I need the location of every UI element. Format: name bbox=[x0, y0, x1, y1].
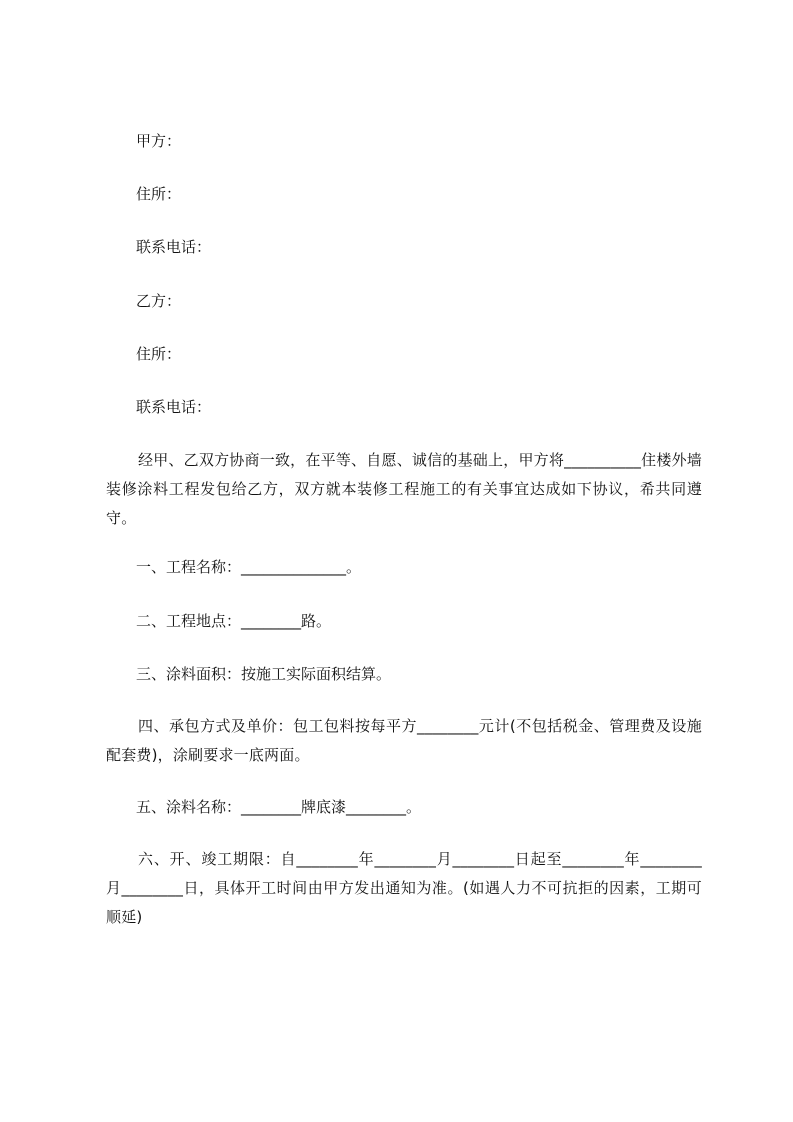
clause-project-location: 二、工程地点：________路。 bbox=[136, 612, 332, 630]
party-a-label: 甲方： bbox=[136, 132, 182, 150]
intro-paragraph: 经甲、乙双方协商一致，在平等、自愿、诚信的基础上，甲方将__________住楼外墙装修涂料工程发包给乙方，双方就本装修工程施工的有关事宜达成如下协议，希共同遵守。 bbox=[106, 451, 702, 527]
clause-schedule: 六、开、竣工期限：自________年________月________日起至________年________月________日，具体开工时间由甲方发出通知为准。(如遇人力不可抗拒的因素，工期可顺延) bbox=[106, 850, 702, 926]
party-b-phone-label: 联系电话： bbox=[136, 398, 212, 416]
clause-project-name: 一、工程名称：______________。 bbox=[136, 558, 362, 576]
clause-coating-area: 三、涂料面积：按施工实际面积结算。 bbox=[136, 665, 392, 683]
party-a-phone-label: 联系电话： bbox=[136, 238, 212, 256]
party-a-address-label: 住所： bbox=[136, 185, 182, 203]
party-b-label: 乙方： bbox=[136, 292, 182, 310]
clause-contract-method: 四、承包方式及单价：包工包料按每平方________元计(不包括税金、管理费及设施配套费)，涂刷要求一底两面。 bbox=[106, 717, 702, 764]
clause-coating-name: 五、涂料名称：________牌底漆________。 bbox=[136, 798, 422, 816]
party-b-address-label: 住所： bbox=[136, 345, 182, 363]
